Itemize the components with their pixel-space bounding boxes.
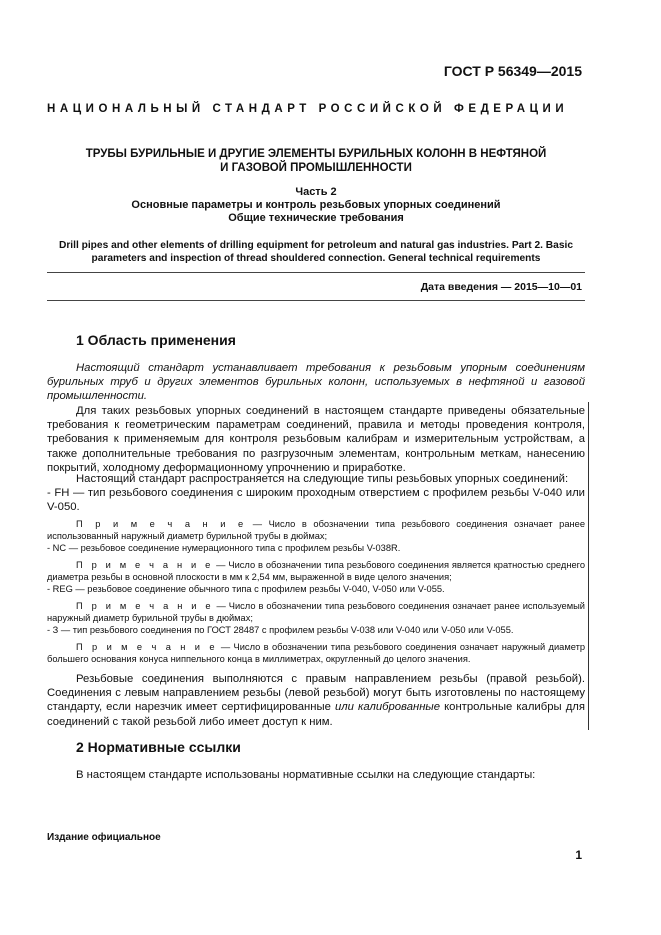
note-label: П р и м е ч а н и е (76, 519, 247, 529)
para3-part-b: контрольные калибры для соединений с такой резьбой либо имеет доступ к ним. (47, 701, 585, 728)
paragraph-thread-direction (47, 672, 585, 729)
type-z: - З — тип резьбового соединения по ГОСТ 28487 с профилем резьбы V-038 или V-040 или V-050 или V-055. (47, 625, 514, 635)
divider-top (47, 272, 585, 273)
para3-italic: или калиброванные (334, 701, 441, 714)
document-title (47, 147, 585, 175)
note-4 (47, 641, 585, 665)
page-number: 1 (575, 848, 582, 862)
divider-bottom (47, 300, 585, 301)
note-1-text: — Число в обозначении типа резьбового соединения означает ранее использованный наружный диаметр бурильной трубы в дюймах; (47, 519, 585, 541)
part-label: Часть 2 (295, 186, 337, 198)
change-bar (588, 402, 589, 730)
type-nc: - NC — резьбовое соединение нумерационного типа с профилем резьбы V-038R. (47, 543, 401, 553)
title-line-2: И ГАЗОВОЙ ПРОМЫШЛЕННОСТИ (220, 162, 412, 174)
para3-part-a: Резьбовые соединения выполняются с правым направлением резьбы (правой резьбой). Соединения с левым направлением резьбы (левой резьбой) могут быть изготовлены по настоящему стандарту, если нарезчик имеет сертифицированные (47, 673, 585, 714)
type-reg: - REG — резьбовое соединение обычного типа с профилем резьбы V-040, V-050 или V-055. (47, 584, 445, 594)
paragraph-requirements: Для таких резьбовых упорных соединений в настоящем стандарте приведены обязательные требования к геометрическим параметрам соединений, правила и методы проведения контроля, требования к применяемым для контроля резьбовым калибрам и измерительным устройствам, а также дополнительные требования по разгрузочным элементам, контрольным меткам, нанесению покрытий, холодному деформационному упрочнению и приработке. (47, 405, 585, 474)
type-fh: - FH — тип резьбового соединения с широким проходным отверстием с профилем резьбы V-040 или V-050. (47, 487, 585, 514)
scope-paragraph: Настоящий стандарт устанавливает требования к резьбовым упорным соединениям бурильных труб и других элементов бурильных колонн, используемых в нефтяной и газовой промышленности. (47, 362, 585, 403)
english-title: Drill pipes and other elements of drilling equipment for petroleum and natural gas industries. Part 2. Basic parameters and inspection of thread shouldered connection. General technical requirements (58, 240, 573, 264)
paragraph-types-intro: Настоящий стандарт распространяется на следующие типы резьбовых упорных соединений: (76, 473, 569, 485)
note-2 (47, 559, 585, 595)
note-3-text: — Число в обозначении типа резьбового соединения означает ранее используемый наружный диаметр бурильной трубы в дюймах; (47, 601, 585, 623)
note-label: П р и м е ч а н и е (76, 601, 214, 611)
note-2-text: — Число в обозначении типа резьбового соединения является кратностью среднего диаметра резьбы в основной плоскости в мм к 2,54 мм, выраженной в виде целого значения; (47, 560, 585, 582)
part-block (47, 186, 585, 225)
edition-note: Издание официальное (47, 832, 161, 843)
intro-date: Дата введения — 2015—10—01 (420, 281, 582, 293)
subtitle-2: Общие технические требования (228, 212, 404, 224)
section-2-heading: 2 Нормативные ссылки (76, 739, 241, 755)
note-4-text: — Число в обозначении типа резьбового соединения означает наружный диаметр большего основания конуса ниппельного конца в миллиметрах, округленный до целого значения. (47, 642, 585, 664)
note-label: П р и м е ч а н и е (76, 560, 214, 570)
note-1 (47, 518, 585, 554)
national-standard-banner: НАЦИОНАЛЬНЫЙ СТАНДАРТ РОССИЙСКОЙ ФЕДЕРАЦИИ (47, 103, 569, 115)
subtitle: Основные параметры и контроль резьбовых упорных соединений (131, 199, 501, 211)
section-1-heading: 1 Область применения (76, 332, 236, 348)
title-line-1: ТРУБЫ БУРИЛЬНЫЕ И ДРУГИЕ ЭЛЕМЕНТЫ БУРИЛЬНЫХ КОЛОНН В НЕФТЯНОЙ (85, 148, 547, 160)
section-2-paragraph: В настоящем стандарте использованы нормативные ссылки на следующие стандарты: (76, 769, 536, 781)
note-3 (47, 600, 585, 636)
document-number: ГОСТ Р 56349—2015 (443, 63, 582, 79)
note-label: П р и м е ч а н и е (76, 642, 218, 652)
